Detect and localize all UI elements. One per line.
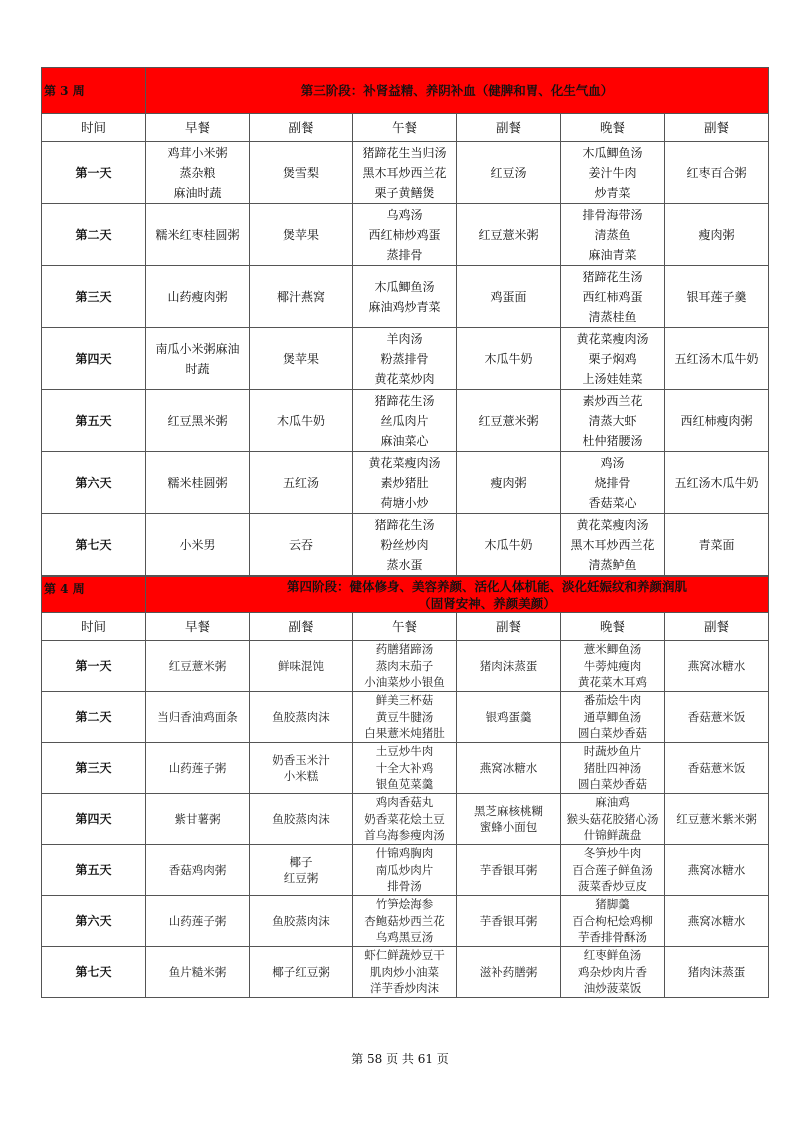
meal-item: 黑木耳炒西兰花 [570, 537, 655, 552]
day-label: 第五天 [42, 845, 146, 896]
meal-cell-snack1 [250, 947, 353, 998]
meal-item: 香菇薏米饭 [687, 760, 746, 775]
meal-cell-snack2 [457, 896, 561, 947]
meal-item: 燕窝冰糖水 [687, 862, 746, 877]
meal-item: 麻油鸡炒青菜 [368, 299, 441, 314]
meal-item: 滋补药膳粥 [479, 964, 538, 979]
meal-item: 红豆黑米粥 [167, 413, 228, 428]
meal-item: 黄花菜瘦肉汤 [368, 455, 441, 470]
meal-cell-snack1 [250, 452, 353, 514]
meal-item: 椰子 [289, 854, 313, 869]
meal-cell-lunch [353, 514, 457, 576]
meal-item: 小油菜炒小银鱼 [364, 675, 445, 690]
meal-item: 杜仲猪腰汤 [582, 433, 643, 448]
meal-item: 当归香油鸡面条 [157, 709, 238, 724]
meal-item: 猪蹄花生汤 [374, 517, 435, 532]
meal-cell-snack2 [457, 947, 561, 998]
day-label: 第六天 [42, 896, 146, 947]
week4-header-row [42, 613, 769, 641]
meal-item: 虾仁鲜蔬炒豆干 [364, 948, 445, 963]
meal-item: 燕窝冰糖水 [479, 760, 538, 775]
meal-item: 红豆薏米粥 [478, 227, 539, 242]
meal-cell-snack3 [665, 896, 769, 947]
meal-cell-breakfast [146, 204, 250, 266]
table-row [42, 514, 769, 576]
meal-item: 黄豆牛腱汤 [375, 709, 434, 724]
meal-item: 山药瘦肉粥 [167, 289, 228, 304]
meal-item: 清蒸大虾 [588, 413, 637, 428]
meal-cell-dinner [561, 204, 665, 266]
meal-item: 栗子黄鳝煲 [374, 185, 435, 200]
meal-item: 蒸水蛋 [386, 557, 423, 572]
meal-item: 清蒸鲈鱼 [588, 557, 637, 572]
day-label: 第七天 [42, 947, 146, 998]
week4-banner [42, 577, 769, 613]
column-header: 副餐 [457, 613, 561, 641]
meal-item: 红豆薏米粥 [478, 413, 539, 428]
meal-cell-snack3 [665, 743, 769, 794]
day-label: 第二天 [42, 204, 146, 266]
week3-table [41, 67, 769, 576]
meal-item: 糯米桂圆粥 [167, 475, 228, 490]
meal-item: 香菇菜心 [588, 495, 637, 510]
table-row [42, 266, 769, 328]
meal-cell-dinner [561, 947, 665, 998]
meal-item: 鱼胶蒸肉沫 [272, 811, 330, 826]
table-row [42, 896, 769, 947]
column-header: 副餐 [665, 114, 769, 142]
meal-item: 猪脚羹 [595, 897, 630, 912]
meal-cell-breakfast [146, 390, 250, 452]
table-row [42, 845, 769, 896]
meal-cell-dinner [561, 845, 665, 896]
table-row [42, 452, 769, 514]
meal-cell-snack1 [250, 266, 353, 328]
meal-item: 排骨海带汤 [582, 207, 643, 222]
meal-cell-lunch [353, 641, 457, 692]
meal-cell-snack1 [250, 692, 353, 743]
meal-item: 炒青菜 [594, 185, 631, 200]
meal-cell-snack2 [457, 204, 561, 266]
meal-item: 鸡汤 [600, 455, 625, 470]
meal-cell-snack1 [250, 142, 353, 204]
meal-item: 圆白菜炒香菇 [578, 777, 647, 792]
meal-item: 木瓜牛奶 [276, 413, 325, 428]
meal-item: 鲜味混饨 [278, 658, 324, 673]
meal-cell-snack1 [250, 328, 353, 390]
meal-cell-snack2 [457, 266, 561, 328]
meal-cell-lunch [353, 743, 457, 794]
table-row [42, 142, 769, 204]
column-header: 时间 [42, 114, 146, 142]
meal-item: 香菇薏米饭 [687, 709, 746, 724]
meal-item: 香菇鸡肉粥 [168, 862, 227, 877]
meal-item: 猪蹄花生当归汤 [362, 145, 447, 160]
meal-item: 麻油青菜 [588, 247, 637, 262]
meal-cell-breakfast [146, 743, 250, 794]
meal-item: 竹笋烩海参 [375, 897, 434, 912]
meal-cell-lunch [353, 390, 457, 452]
column-header: 副餐 [250, 613, 353, 641]
meal-item: 鱼胶蒸肉沫 [272, 709, 330, 724]
meal-item: 姜汁牛肉 [588, 165, 637, 180]
meal-item: 小米男 [179, 537, 216, 552]
meal-item: 通草鲫鱼汤 [583, 709, 642, 724]
meal-item: 芋香银耳粥 [479, 862, 538, 877]
meal-item: 煲苹果 [282, 351, 319, 366]
meal-cell-lunch [353, 845, 457, 896]
meal-item: 荷塘小炒 [380, 495, 429, 510]
column-header: 副餐 [457, 114, 561, 142]
meal-cell-snack3 [665, 452, 769, 514]
meal-item: 烧排骨 [594, 475, 631, 490]
table-row [42, 947, 769, 998]
meal-item: 菠菜香炒豆皮 [578, 879, 647, 894]
meal-item: 土豆炒牛肉 [375, 744, 434, 759]
meal-item: 素炒西兰花 [582, 393, 643, 408]
meal-item: 油炒菠菜饭 [583, 981, 642, 996]
meal-item: 芋香银耳粥 [479, 913, 538, 928]
column-header: 午餐 [353, 613, 457, 641]
meal-cell-dinner [561, 142, 665, 204]
meal-cell-breakfast [146, 641, 250, 692]
meal-item: 鸡肉香菇丸 [375, 795, 434, 810]
day-label: 第一天 [42, 641, 146, 692]
meal-cell-snack3 [665, 204, 769, 266]
meal-item: 山药莲子粥 [168, 760, 227, 775]
meal-cell-snack2 [457, 514, 561, 576]
meal-cell-dinner [561, 266, 665, 328]
table-row [42, 641, 769, 692]
meal-cell-dinner [561, 743, 665, 794]
meal-item: 芋香排骨酥汤 [578, 930, 647, 945]
meal-item: 青菜面 [698, 537, 735, 552]
meal-item: 西红柿炒鸡蛋 [368, 227, 441, 242]
meal-item: 黑木耳炒西兰花 [362, 165, 447, 180]
day-label: 第二天 [42, 692, 146, 743]
meal-item: 黄花菜炒肉 [374, 371, 435, 386]
meal-item: 猪肚四神汤 [583, 760, 642, 775]
week4-phase-title [146, 577, 769, 613]
meal-cell-snack2 [457, 845, 561, 896]
meal-item: 木瓜牛奶 [484, 537, 533, 552]
meal-cell-breakfast [146, 845, 250, 896]
meal-cell-dinner [561, 896, 665, 947]
meal-cell-breakfast [146, 794, 250, 845]
column-header: 时间 [42, 613, 146, 641]
meal-cell-dinner [561, 328, 665, 390]
week3-label: 第 3 周 [42, 68, 146, 114]
meal-item: 什锦鸡胸肉 [375, 846, 434, 861]
meal-item: 奶香玉米汁 [272, 752, 330, 767]
meal-item: 红枣鲜鱼汤 [583, 948, 642, 963]
table-row [42, 743, 769, 794]
meal-item: 五红汤 [282, 475, 319, 490]
meal-item: 粉蒸排骨 [380, 351, 429, 366]
meal-item: 鲜美三杯菇 [375, 693, 434, 708]
meal-cell-breakfast [146, 328, 250, 390]
meal-item: 银耳莲子羹 [686, 289, 747, 304]
meal-item: 猪蹄花生汤 [374, 393, 435, 408]
meal-item: 小米糕 [283, 769, 319, 783]
meal-item: 木瓜牛奶 [484, 351, 533, 366]
meal-item: 百合枸杞烩鸡柳 [572, 913, 653, 928]
meal-cell-breakfast [146, 692, 250, 743]
meal-cell-breakfast [146, 514, 250, 576]
meal-cell-snack3 [665, 641, 769, 692]
meal-item: 红豆薏米紫米粥 [676, 811, 757, 826]
meal-item: 红豆汤 [490, 165, 527, 180]
meal-cell-breakfast [146, 266, 250, 328]
meal-item: 首乌海参瘦肉汤 [364, 828, 445, 843]
meal-item: 羊肉汤 [386, 331, 423, 346]
day-label: 第七天 [42, 514, 146, 576]
day-label: 第六天 [42, 452, 146, 514]
meal-item: 上汤娃娃菜 [582, 371, 643, 386]
meal-item: 煲雪梨 [282, 165, 319, 180]
meal-cell-dinner [561, 641, 665, 692]
table-row [42, 692, 769, 743]
meal-item: 南瓜炒肉片 [375, 862, 434, 877]
meal-cell-snack3 [665, 794, 769, 845]
meal-item: 银鱼苋菜羹 [375, 777, 434, 792]
meal-item: 猪蹄花生汤 [582, 269, 643, 284]
meal-cell-lunch [353, 266, 457, 328]
meal-item: 椰汁燕窝 [276, 289, 325, 304]
meal-cell-snack1 [250, 743, 353, 794]
meal-item: 薏米鲫鱼汤 [583, 642, 642, 657]
meal-item: 五红汤木瓜牛奶 [674, 475, 759, 490]
meal-item: 清蒸鱼 [594, 227, 631, 242]
meal-cell-snack3 [665, 845, 769, 896]
meal-cell-lunch [353, 692, 457, 743]
day-label: 第三天 [42, 743, 146, 794]
week4-phase-line2: （固肾安神、养颜美颜） [418, 595, 556, 611]
meal-item: 蒸排骨 [386, 247, 423, 262]
meal-cell-snack2 [457, 452, 561, 514]
meal-item: 蒸肉末茄子 [375, 658, 434, 673]
meal-item: 椰子红豆粥 [272, 964, 330, 979]
meal-item: 粉丝炒肉 [380, 537, 429, 552]
meal-item: 麻油鸡 [595, 795, 630, 810]
meal-item: 冬笋炒牛肉 [583, 846, 642, 861]
meal-item: 黄花菜瘦肉汤 [576, 517, 649, 532]
meal-item: 乌鸡汤 [386, 207, 423, 222]
column-header: 晚餐 [561, 613, 665, 641]
meal-item: 五红汤木瓜牛奶 [674, 351, 759, 366]
meal-item: 十全大补鸡 [375, 760, 434, 775]
meal-item: 木瓜鲫鱼汤 [582, 145, 643, 160]
meal-item: 紫甘薯粥 [174, 811, 221, 826]
meal-item: 麻油菜心 [380, 433, 429, 448]
meal-cell-snack2 [457, 794, 561, 845]
meal-item: 西红柿瘦肉粥 [680, 413, 753, 428]
meal-cell-lunch [353, 947, 457, 998]
week3-phase-title: 第三阶段：补肾益精、养阴补血（健脾和胃、化生气血） [146, 68, 769, 114]
meal-cell-snack3 [665, 142, 769, 204]
meal-cell-snack3 [665, 947, 769, 998]
meal-item: 蒸杂粮 [179, 165, 216, 180]
meal-item: 白果薏米炖猪肚 [364, 726, 445, 741]
meal-cell-snack1 [250, 204, 353, 266]
meal-item: 糯米红枣桂圆粥 [155, 227, 240, 242]
meal-cell-dinner [561, 514, 665, 576]
table-row [42, 794, 769, 845]
meal-cell-snack2 [457, 743, 561, 794]
meal-cell-snack2 [457, 641, 561, 692]
meal-item: 乌鸡黑豆汤 [375, 930, 434, 945]
meal-cell-lunch [353, 452, 457, 514]
meal-item: 黑芝麻核桃糊 [474, 803, 543, 818]
meal-cell-snack3 [665, 328, 769, 390]
meal-cell-breakfast [146, 142, 250, 204]
week4-label: 第 4 周 [42, 577, 146, 613]
meal-cell-snack3 [665, 692, 769, 743]
meal-item: 瘦肉粥 [698, 227, 735, 242]
meal-item: 麻油时蔬 [173, 185, 222, 200]
week4-table [41, 576, 769, 998]
meal-cell-snack1 [250, 896, 353, 947]
meal-item: 鸡杂炒肉片香 [578, 964, 647, 979]
column-header: 午餐 [353, 114, 457, 142]
meal-item: 山药莲子粥 [168, 913, 227, 928]
meal-item: 杏鲍菇炒西兰花 [364, 913, 445, 928]
meal-cell-lunch [353, 896, 457, 947]
meal-plan-page [41, 67, 768, 998]
meal-cell-snack3 [665, 514, 769, 576]
meal-item: 圆白菜炒香菇 [578, 726, 647, 741]
day-label: 第一天 [42, 142, 146, 204]
meal-item: 猴头菇花胶猪心汤 [566, 811, 659, 826]
meal-item: 素炒猪肚 [380, 475, 429, 490]
meal-item: 丝瓜肉片 [380, 413, 429, 428]
meal-item: 猪肉沫蒸蛋 [687, 964, 746, 979]
day-label: 第三天 [42, 266, 146, 328]
meal-item: 栗子焖鸡 [588, 351, 637, 366]
meal-cell-snack1 [250, 514, 353, 576]
meal-item: 红豆粥 [283, 871, 319, 885]
meal-cell-snack3 [665, 390, 769, 452]
column-header: 晚餐 [561, 114, 665, 142]
table-row [42, 328, 769, 390]
meal-item: 药膳猪蹄汤 [375, 642, 434, 657]
table-row [42, 204, 769, 266]
meal-item: 西红柿鸡蛋 [582, 289, 643, 304]
meal-item: 煲苹果 [282, 227, 319, 242]
meal-item: 红豆薏米粥 [168, 658, 227, 673]
meal-cell-lunch [353, 204, 457, 266]
meal-cell-snack1 [250, 845, 353, 896]
meal-cell-snack1 [250, 390, 353, 452]
meal-item: 时蔬炒鱼片 [583, 744, 642, 759]
meal-item: 南瓜小米粥麻油时蔬 [155, 341, 240, 376]
meal-item: 什锦鲜蔬盘 [583, 828, 642, 843]
meal-item: 牛蒡炖瘦肉 [583, 658, 642, 673]
column-header: 早餐 [146, 613, 250, 641]
column-header: 早餐 [146, 114, 250, 142]
meal-item: 猪肉沫蒸蛋 [479, 658, 538, 673]
meal-item: 红枣百合粥 [686, 165, 747, 180]
day-label: 第五天 [42, 390, 146, 452]
meal-cell-lunch [353, 328, 457, 390]
meal-cell-snack2 [457, 692, 561, 743]
meal-cell-dinner [561, 692, 665, 743]
meal-item: 蜜蜂小面包 [479, 820, 538, 834]
meal-cell-snack1 [250, 641, 353, 692]
meal-cell-dinner [561, 452, 665, 514]
meal-cell-snack2 [457, 390, 561, 452]
meal-item: 清蒸桂鱼 [588, 309, 637, 324]
table-row [42, 390, 769, 452]
meal-cell-lunch [353, 794, 457, 845]
meal-item: 肌肉炒小油菜 [370, 964, 439, 979]
meal-item: 燕窝冰糖水 [687, 913, 746, 928]
meal-item: 银鸡蛋羹 [485, 709, 532, 724]
meal-item: 瘦肉粥 [490, 475, 527, 490]
meal-cell-snack2 [457, 328, 561, 390]
meal-cell-breakfast [146, 896, 250, 947]
meal-item: 番茄烩牛肉 [583, 693, 642, 708]
week4-phase-line1: 第四阶段：健体修身、美容养颜、活化人体机能、淡化妊娠纹和养颜润肌 [287, 578, 688, 594]
week3-banner [42, 68, 769, 114]
meal-item: 鸡茸小米粥 [167, 145, 228, 160]
day-label: 第四天 [42, 328, 146, 390]
meal-item: 百合莲子鲜鱼汤 [572, 862, 653, 877]
meal-item: 鱼片糙米粥 [168, 964, 227, 979]
meal-item: 排骨汤 [387, 879, 422, 894]
meal-item: 洋芋香炒肉沫 [370, 981, 439, 996]
meal-item: 鸡蛋面 [490, 289, 527, 304]
meal-cell-dinner [561, 794, 665, 845]
meal-item: 黄花菜木耳鸡 [578, 675, 647, 690]
meal-item: 鱼胶蒸肉沫 [272, 913, 330, 928]
meal-cell-dinner [561, 390, 665, 452]
meal-item: 奶香菜花烩土豆 [364, 811, 445, 826]
meal-item: 木瓜鲫鱼汤 [374, 279, 435, 294]
meal-cell-snack2 [457, 142, 561, 204]
meal-cell-snack3 [665, 266, 769, 328]
meal-cell-breakfast [146, 452, 250, 514]
day-label: 第四天 [42, 794, 146, 845]
meal-item: 云吞 [288, 537, 313, 552]
meal-cell-breakfast [146, 947, 250, 998]
column-header: 副餐 [250, 114, 353, 142]
week3-header-row [42, 114, 769, 142]
meal-cell-snack1 [250, 794, 353, 845]
page-footer: 第 58 页 共 61 页 [351, 1052, 449, 1066]
meal-item: 黄花菜瘦肉汤 [576, 331, 649, 346]
meal-cell-lunch [353, 142, 457, 204]
meal-item: 燕窝冰糖水 [687, 658, 746, 673]
column-header: 副餐 [665, 613, 769, 641]
